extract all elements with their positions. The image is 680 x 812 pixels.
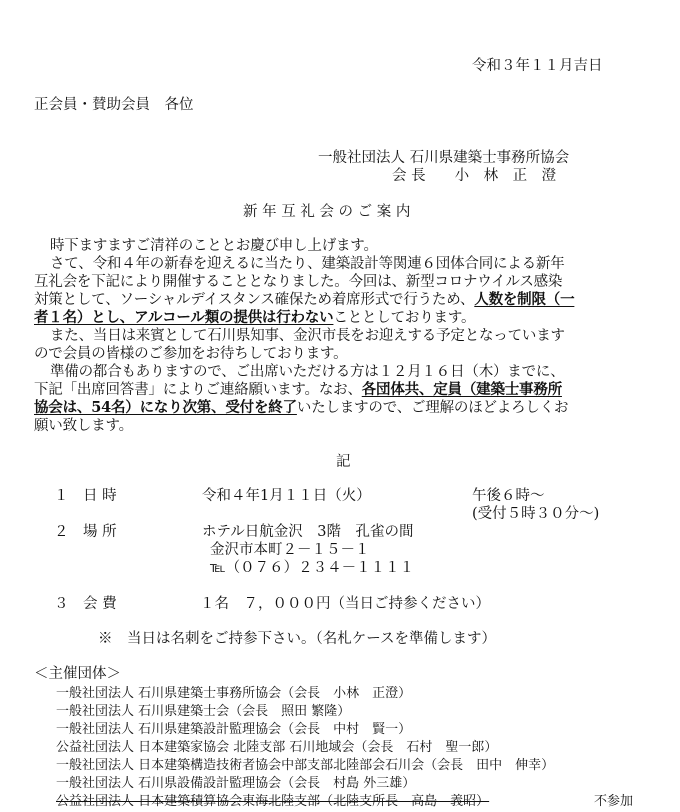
organizer-item: 一般社団法人 石川県建築士事務所協会（会長 小林 正澄） bbox=[56, 686, 412, 701]
ki-heading: 記 bbox=[336, 454, 351, 470]
body-text-part: 対策として、ソーシャルデイスタンス確保ため着席形式で行うため、 bbox=[34, 292, 475, 308]
fee-value: １名 ７，０００円（当日ご持参ください） bbox=[200, 596, 490, 612]
organizer-item: 一般社団法人 日本建築構造技術者協会中部支部北陸部会石川会（会長 田中 伸幸） bbox=[56, 758, 555, 773]
body-text-part: いたしますので、ご理解のほどよろしくお bbox=[296, 400, 569, 416]
emphasis-text: 者１名）とし、アルコール類の提供は行わない bbox=[34, 309, 334, 326]
body-line: 準備の都合もありますので、ご出席いただける方は１２月１６日（木）までに、 bbox=[50, 364, 565, 380]
emphasis-text: 各団体共、定員（建築士事務所 bbox=[361, 381, 562, 398]
address: 金沢市本町２－１５－１ bbox=[210, 542, 370, 558]
place-value: ホテル日航金沢 3階 孔雀の間 bbox=[202, 524, 414, 540]
body-line: また、当日は来賓として石川県知事、金沢市長をお迎えする予定となっています bbox=[50, 328, 565, 344]
date-label: １ 日 時 bbox=[54, 488, 117, 504]
reception-time: (受付５時３０分～) bbox=[472, 506, 600, 522]
body-line: 時下ますますご清祥のこととお慶び申し上げます。 bbox=[50, 238, 378, 254]
organizer-item: 公益社団法人 日本建築家協会 北陸支部 石川地域会（会長 石村 聖一郎） bbox=[56, 740, 498, 755]
recipients: 正会員・賛助会員 各位 bbox=[34, 97, 194, 113]
organizer-item: 一般社団法人 石川県建築士会（会長 照田 繁隆） bbox=[56, 704, 351, 719]
body-line: さて、令和４年の新春を迎えるに当たり、建築設計等関連６団体合同による新年 bbox=[50, 256, 565, 272]
organizer-item: 一般社団法人 石川県建築設計監理協会（会長 中村 賢一） bbox=[56, 722, 412, 737]
sender-org: 一般社団法人 石川県建築士事務所協会 bbox=[318, 150, 570, 166]
organizers-heading: ＜主催団体＞ bbox=[34, 666, 121, 682]
telephone: ℡（０７６）２３４－１１１１ bbox=[210, 560, 415, 576]
place-label: ２ 場 所 bbox=[54, 524, 117, 540]
sender-rep: 会 長 小 林 正 澄 bbox=[392, 168, 557, 184]
document-title: 新 年 互 礼 会 の ご 案 内 bbox=[243, 204, 411, 220]
body-line: 願い致します。 bbox=[34, 418, 133, 434]
date-value: 令和４年1月１１日（火） bbox=[202, 488, 371, 504]
emphasis-text: 人数を制限（一 bbox=[474, 291, 575, 308]
issue-date: 令和３年１１月吉日 bbox=[472, 58, 603, 74]
time-value: 午後６時～ bbox=[472, 488, 545, 504]
emphasis-text: 協会は、54名）になり次第、受付を終了 bbox=[34, 399, 297, 416]
fee-label: ３ 会 費 bbox=[54, 596, 117, 612]
body-text-part: こととしております。 bbox=[333, 310, 476, 326]
absent-label: 不参加 bbox=[594, 794, 634, 809]
organizer-item: 一般社団法人 石川県設備設計監理協会（会長 村島 外三雄） bbox=[56, 776, 416, 791]
business-card-note: ※ 当日は名刺をご持参下さい。（名札ケースを準備します） bbox=[98, 631, 497, 647]
body-text-part: 下記「出席回答書」によりご連絡願います。なお、 bbox=[34, 382, 362, 398]
body-line: ので会員の皆様のご参加をお待ちしております。 bbox=[34, 346, 348, 362]
body-line: 互礼会を下記により開催することとなりました。今回は、新型コロナウイルス感染 bbox=[34, 274, 563, 290]
organizer-item-struck: 公益社団法人 日本建築積算協会東海北陸支部（北陸支所長 高島 義昭） bbox=[56, 794, 490, 809]
